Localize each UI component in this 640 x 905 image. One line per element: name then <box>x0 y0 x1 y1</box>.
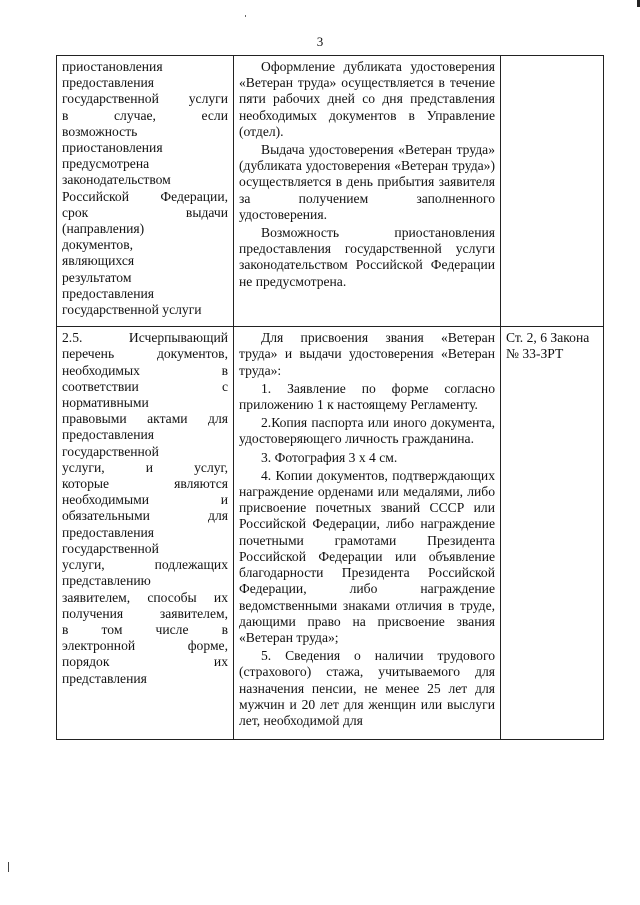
cell-line: получения заявителем, <box>62 605 228 621</box>
cell-line: государственной <box>62 540 159 556</box>
cell-line: заявителем, способы их <box>62 589 228 605</box>
cell-line: государственной услуги <box>62 91 228 107</box>
content-paragraph: 1. Заявление по форме согласно приложению 1 к настоящему Регламенту. <box>239 380 495 413</box>
cell-line: предоставления <box>62 285 155 301</box>
cell-line: электронной форме, <box>62 638 228 654</box>
cell-line: порядок их <box>62 654 228 670</box>
cell-line: предоставления <box>62 427 155 443</box>
page-number: 3 <box>316 34 324 49</box>
cell-line: которые являются <box>62 476 228 492</box>
content-paragraph: 4. Копии документов, подтверждающих награждение орденами или медалями, либо присвоение почетных званий СССР или Российской Федерации, либо награждение почетными грамотами Президента Российской Федерации или объявление благодарности Президента Российской Федерации, либо награждение ведомственными знаками отличия в труде, дающими право на присвоение звания «Ветеран труда»; <box>239 467 495 645</box>
cell-line: необходимыми и <box>62 492 228 508</box>
cell-line: представлению <box>62 573 151 589</box>
row-2-requirement-cell <box>57 327 234 740</box>
cell-line: приостановления <box>62 140 163 156</box>
cell-line: представления <box>62 670 147 686</box>
cell-line: (направления) <box>62 221 145 237</box>
cell-line: правовыми актами для <box>62 411 228 427</box>
scan-speck <box>245 15 246 17</box>
row-2-content-cell <box>234 327 501 740</box>
table-row <box>57 56 604 327</box>
cell-line: государственной <box>62 443 159 459</box>
cell-line: приостановления <box>62 59 163 74</box>
cell-line: соответствии с <box>62 378 228 394</box>
cell-line: нормативными <box>62 395 149 411</box>
content-paragraph: Оформление дубликата удостоверения «Ветеран труда» осуществляется в течение пяти рабочих дней со дня представления необходимых документов в Управление (отдел). <box>239 59 495 139</box>
content-paragraph: 2.Копия паспорта или иного документа, удостоверяющего личность гражданина. <box>239 415 495 447</box>
content-paragraph: Возможность приостановления предоставления государственной услуги законодательством Российской Федерации не предусмотрена. <box>239 225 495 289</box>
cell-line: предоставления <box>62 75 155 91</box>
row-2-reference-cell: Ст. 2, 6 Закона № 33-ЗРТ <box>501 327 604 740</box>
content-paragraph: Выдача удостоверения «Ветеран труда» (дубликата удостоверения «Ветеран труда») осуществляется в день прибытия заявителя за получением заполненного удостоверения. <box>239 142 495 222</box>
content-paragraph: 5. Сведения о наличии трудового (страхового) стажа, учитываемого для назначения пенсии, не менее 25 лет для мужчин и 20 лет для женщин или выслуги лет, необходимой для <box>239 648 495 728</box>
cell-line: предусмотрена <box>62 156 150 172</box>
row-1-content-cell <box>234 56 501 327</box>
cell-line: обязательными для <box>62 508 228 524</box>
cell-line: являющихся <box>62 253 135 269</box>
content-paragraph: 3. Фотография 3 х 4 см. <box>261 449 398 465</box>
cell-line: Российской Федерации, <box>62 188 228 204</box>
table-row <box>57 327 604 740</box>
cell-line: в том числе в <box>62 621 228 637</box>
cell-line: в случае, если <box>62 107 228 123</box>
cell-line: необходимых в <box>62 362 228 378</box>
row-1-requirement-cell <box>57 56 234 327</box>
cell-line: 2.5. Исчерпывающий <box>62 330 228 346</box>
regulation-table <box>56 55 604 740</box>
scan-edge-mark <box>8 862 9 872</box>
cell-line: перечень документов, <box>62 346 228 362</box>
content-paragraph: Для присвоения звания «Ветеран труда» и выдачи удостоверения «Ветеран труда»: <box>239 330 495 378</box>
cell-line: услуги, подлежащих <box>62 557 228 573</box>
cell-line: срок выдачи <box>62 204 228 220</box>
cell-line: документов, <box>62 237 134 253</box>
cell-line: государственной услуги <box>62 302 202 318</box>
cell-line: возможность <box>62 123 138 139</box>
cell-line: результатом <box>62 269 132 285</box>
cell-line: предоставления <box>62 524 155 540</box>
row-1-reference-cell <box>501 56 604 327</box>
cell-line: законодательством <box>62 172 171 188</box>
cell-line: услуги, и услуг, <box>62 459 228 475</box>
